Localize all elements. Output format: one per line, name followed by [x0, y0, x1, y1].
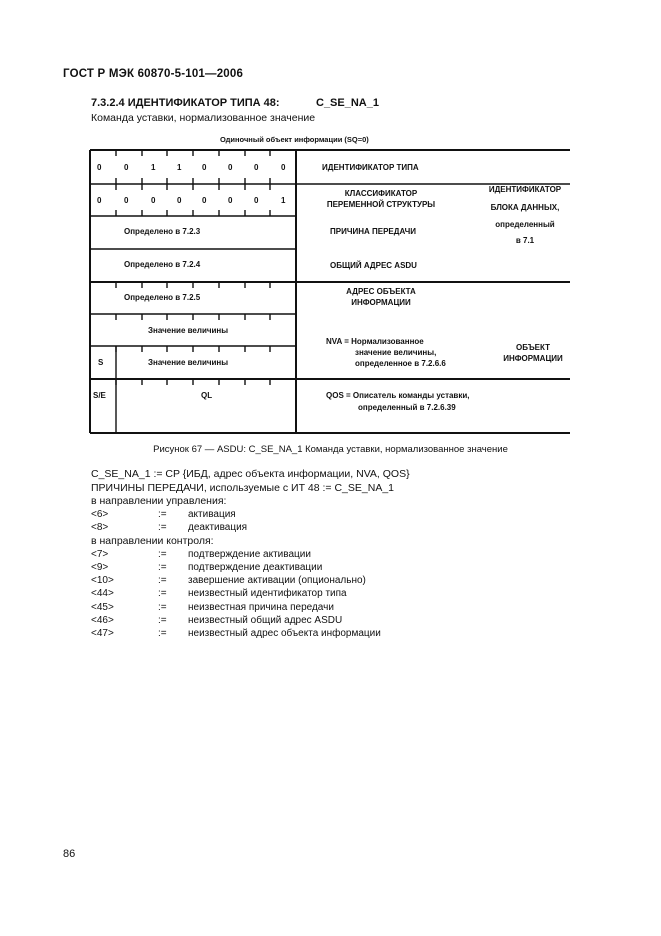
cot-code: <45> — [91, 602, 114, 613]
type-name: C_SE_NA_1 — [316, 97, 379, 109]
ca-definition: Определено в 7.2.4 — [124, 260, 201, 269]
section-heading: 7.3.2.4 ИДЕНТИФИКАТОР ТИПА 48: — [91, 97, 280, 109]
cot-description: неизвестный адрес объекта информации — [188, 628, 381, 639]
value-cell-low: Значение величины — [148, 326, 229, 335]
info-object-label-1: ОБЪЕКТ — [516, 343, 550, 352]
field-nva-3: определенное в 7.2.6.6 — [355, 359, 446, 368]
bit-cell: 0 — [254, 163, 259, 172]
cot-assign: := — [158, 549, 167, 560]
cot-description: неизвестный идентификатор типа — [188, 588, 347, 599]
cot-assign: := — [158, 522, 167, 533]
section-subtitle: Команда уставки, нормализованное значение — [91, 112, 316, 124]
definition-line: C_SE_NA_1 := CP {ИБД, адрес объекта информации, NVA, QOS} — [91, 468, 410, 480]
cot-description: подтверждение активации — [188, 549, 311, 560]
select-execute-bit: S/E — [93, 391, 106, 400]
cot-code: <9> — [91, 562, 109, 573]
bit-cell: 0 — [97, 196, 102, 205]
cot-assign: := — [158, 628, 167, 639]
field-type-id: ИДЕНТИФИКАТОР ТИПА — [322, 163, 419, 172]
cot-code: <44> — [91, 588, 114, 599]
cot-assign: := — [158, 575, 167, 586]
cot-code: <6> — [91, 509, 109, 520]
bit-cell: 0 — [151, 196, 156, 205]
bit-cell: 0 — [124, 163, 129, 172]
sign-bit: S — [98, 358, 104, 367]
bit-cell: 1 — [151, 163, 156, 172]
field-vsq-2: ПЕРЕМЕННОЙ СТРУКТУРЫ — [326, 200, 436, 209]
bit-cell: 0 — [281, 163, 286, 172]
monitor-direction-heading: в направлении контроля: — [91, 535, 214, 547]
dui-label-4: в 7.1 — [515, 236, 535, 245]
cot-definition: Определено в 7.2.3 — [124, 227, 201, 236]
cot-description: подтверждение деактивации — [188, 562, 323, 573]
bit-cell: 0 — [124, 196, 129, 205]
field-ioa-1: АДРЕС ОБЪЕКТА — [346, 287, 416, 296]
bit-cell: 0 — [228, 196, 233, 205]
field-cot: ПРИЧИНА ПЕРЕДАЧИ — [330, 227, 416, 236]
cot-code: <8> — [91, 522, 109, 533]
cot-assign: := — [158, 602, 167, 613]
cot-code: <47> — [91, 628, 114, 639]
cot-description: неизвестная причина передачи — [188, 602, 334, 613]
cot-assign: := — [158, 562, 167, 573]
cot-code: <7> — [91, 549, 109, 560]
cot-assign: := — [158, 509, 167, 520]
field-ioa-2: ИНФОРМАЦИИ — [351, 298, 411, 307]
bit-cell: 1 — [177, 163, 182, 172]
cot-code: <10> — [91, 575, 114, 586]
cot-description: неизвестный общий адрес ASDU — [188, 615, 343, 626]
dui-label-2: БЛОКА ДАННЫХ, — [490, 203, 560, 212]
field-qos-2: определенный в 7.2.6.39 — [358, 403, 456, 412]
value-cell-high: Значение величины — [148, 358, 229, 367]
bit-cell: 0 — [228, 163, 233, 172]
figure-caption: Рисунок 67 — ASDU: C_SE_NA_1 Команда уставки, нормализованное значение — [153, 444, 508, 455]
field-nva-1: NVA = Нормализованное — [326, 337, 424, 346]
dui-label-1: ИДЕНТИФИКАТОР — [488, 185, 562, 194]
bit-cell: 0 — [177, 196, 182, 205]
cot-assign: := — [158, 588, 167, 599]
bit-cell: 0 — [202, 196, 207, 205]
field-qos-1: QOS = Описатель команды уставки, — [326, 391, 470, 400]
ql-field: QL — [201, 391, 213, 400]
cot-description: активация — [188, 509, 236, 520]
ioa-definition: Определено в 7.2.5 — [124, 293, 201, 302]
cot-description: деактивация — [188, 522, 248, 533]
bit-cell: 0 — [97, 163, 102, 172]
bit-cell: 0 — [254, 196, 259, 205]
cot-line: ПРИЧИНЫ ПЕРЕДАЧИ, используемые с ИТ 48 := C_SE_NA_1 — [91, 482, 395, 494]
info-object-label-2: ИНФОРМАЦИИ — [503, 354, 563, 363]
field-vsq-1: КЛАССИФИКАТОР — [344, 189, 418, 198]
bit-cell: 0 — [202, 163, 207, 172]
page-number: 86 — [63, 848, 76, 860]
bit-cell: 1 — [281, 196, 286, 205]
cot-code: <46> — [91, 615, 114, 626]
field-nva-2: значение величины, — [355, 348, 437, 357]
diagram-title: Одиночный объект информации (SQ=0) — [220, 135, 369, 144]
cot-assign: := — [158, 615, 167, 626]
dui-label-3: определенный — [495, 220, 555, 229]
cot-description: завершение активации (опционально) — [188, 575, 366, 586]
document-header: ГОСТ Р МЭК 60870-5-101—2006 — [63, 68, 244, 80]
field-ca: ОБЩИЙ АДРЕС ASDU — [330, 261, 417, 270]
control-direction-heading: в направлении управления: — [91, 495, 227, 507]
